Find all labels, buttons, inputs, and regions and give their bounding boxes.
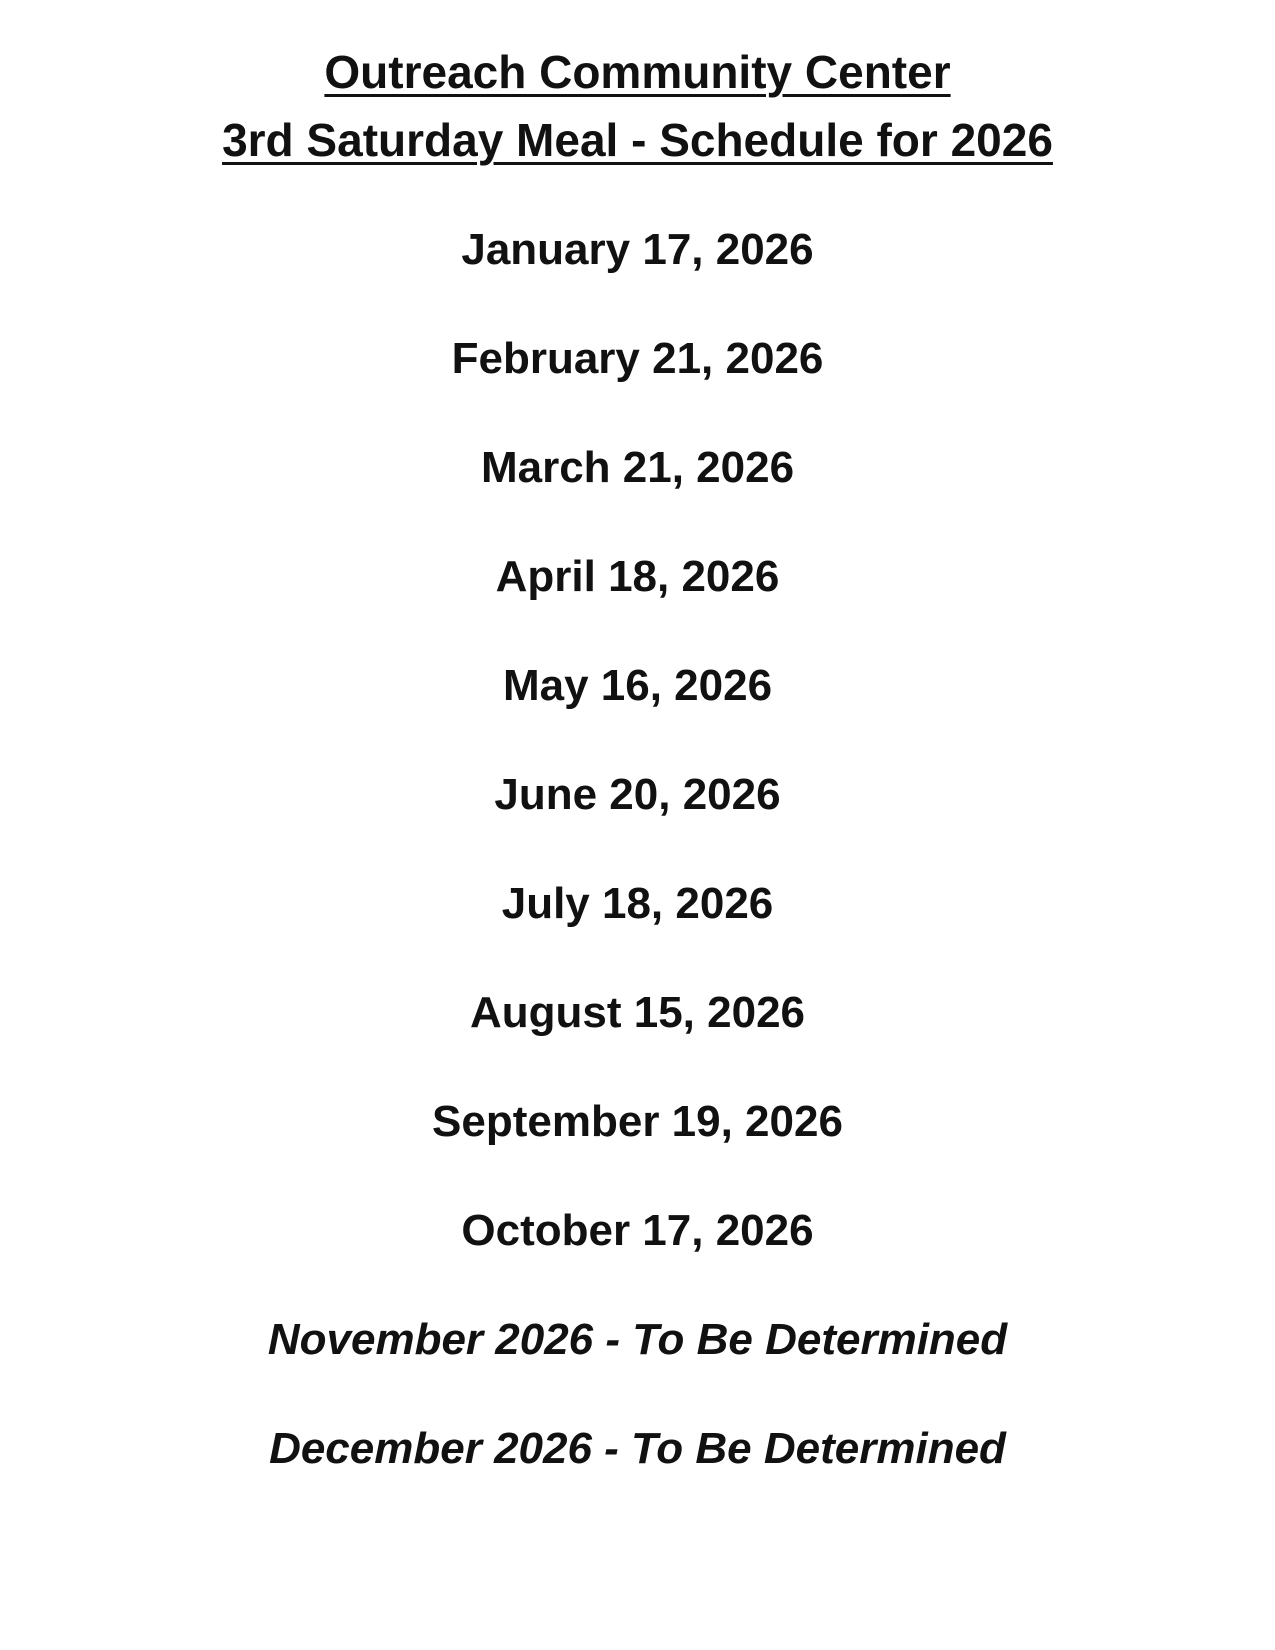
meal-date-may: May 16, 2026: [502, 661, 773, 710]
meal-date-september: September 19, 2026: [432, 1097, 843, 1146]
schedule-title: 3rd Saturday Meal - Schedule for 2026: [222, 114, 1053, 166]
meal-date-august: August 15, 2026: [469, 988, 806, 1037]
organization-title: Outreach Community Center: [324, 46, 951, 98]
meal-date-october: October 17, 2026: [461, 1206, 814, 1255]
meal-date-march: March 21, 2026: [480, 443, 795, 492]
meal-date-november-tbd: November 2026 - To Be Determined: [267, 1315, 1008, 1364]
meal-date-list: [0, 220, 1275, 1528]
meal-date-december-tbd: December 2026 - To Be Determined: [269, 1424, 1006, 1473]
meal-date-april: April 18, 2026: [495, 552, 780, 601]
meal-date-february: February 21, 2026: [451, 334, 824, 383]
document-header: [0, 38, 1275, 174]
meal-date-july: July 18, 2026: [501, 879, 774, 928]
meal-date-june: June 20, 2026: [494, 770, 781, 819]
meal-date-january: January 17, 2026: [461, 225, 814, 274]
